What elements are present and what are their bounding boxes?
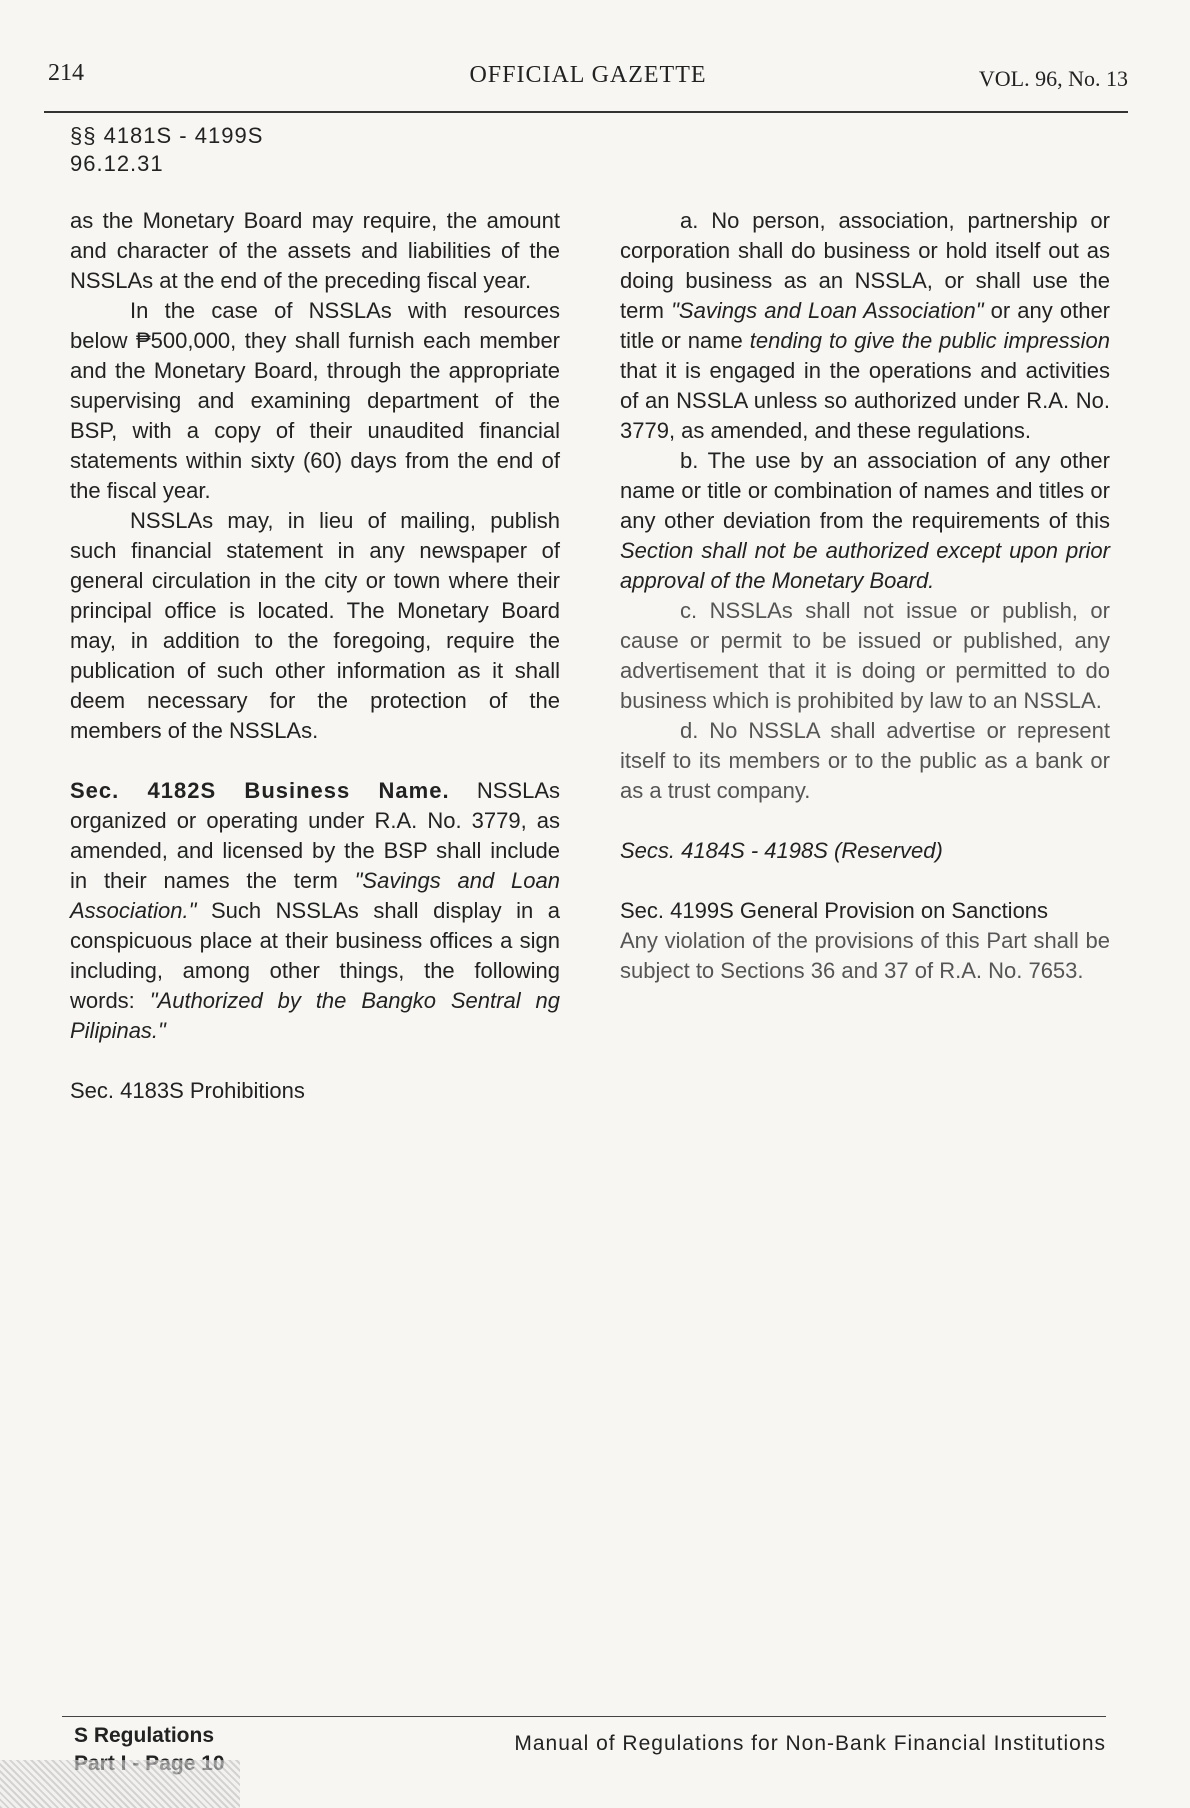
section-4182-term: "Savings and Loan Association." <box>70 868 560 923</box>
item-c-label: c. <box>680 598 698 623</box>
item-b <box>620 446 1110 596</box>
item-a-text3: that it is engaged in the operations and activities of an NSSLA unless so authorized under R.A. No. 3779, as amended, and these regulations. <box>620 358 1110 443</box>
item-b-label: b. <box>680 448 699 473</box>
section-4199-body: Any violation of the provisions of this Part shall be subject to Sections 36 and 37 of R.A. No. 7653. <box>620 928 1110 983</box>
item-a-label: a. <box>680 208 699 233</box>
section-4182-body-a: NSSLAs organized or operating under R.A. No. 3779, as amended, and licensed by the BSP shall include in their names the term <box>70 778 560 893</box>
scan-noise <box>0 1760 240 1808</box>
publication-title: OFFICIAL GAZETTE <box>469 62 707 88</box>
header-rule <box>44 111 1128 113</box>
section-4183-heading: Sec. 4183S Prohibitions <box>70 1078 305 1103</box>
section-4199 <box>620 896 1110 926</box>
item-a-italic: tending to give the public impression <box>749 328 1110 353</box>
page-number: 214 <box>48 60 84 86</box>
item-d-label: d. <box>680 718 699 743</box>
paragraph-publication: NSSLAs may, in lieu of mailing, publish such financial statement in any newspaper of general circulation in the city or town where their principal office is located. The Monetary Board may, in addition to the foregoing, require the publication of such other information as it shall deem necessary for the protection of the members of the NSSLAs. <box>70 508 560 743</box>
section-4182 <box>70 776 560 1046</box>
item-c <box>620 596 1110 716</box>
right-column <box>620 206 1110 986</box>
section-range: §§ 4181S - 4199S <box>70 123 264 148</box>
page-header <box>48 60 1128 100</box>
item-a-term: "Savings and Loan Association" <box>671 298 984 323</box>
left-column <box>70 206 560 1106</box>
paragraph-continuation: as the Monetary Board may require, the amount and character of the assets and liabilities of the NSSLAs at the end of the preceding fiscal year. <box>70 208 560 293</box>
section-date: 96.12.31 <box>70 151 164 176</box>
footer-rule <box>62 1716 1106 1717</box>
footer-manual-title: Manual of Regulations for Non-Bank Financial Institutions <box>514 1732 1106 1755</box>
volume-number: VOL. 96, No. 13 <box>978 66 1128 91</box>
paragraph-small-nsslas: In the case of NSSLAs with resources below ₱500,000, they shall furnish each member and the Monetary Board, through the appropriate supervising and examining department of the BSP, with a copy of their unaudited financial statements within sixty (60) days from the end of the fiscal year. <box>70 298 560 503</box>
reserved-sections: Secs. 4184S - 4198S (Reserved) <box>620 838 943 863</box>
footer-regulations: S Regulations <box>74 1724 215 1747</box>
item-a <box>620 206 1110 446</box>
item-b-italic: Section shall not be authorized except upon prior approval of the Monetary Board. <box>620 538 1110 593</box>
section-4199-heading: Sec. 4199S General Provision on Sanctions <box>620 898 1049 923</box>
item-d <box>620 716 1110 806</box>
item-c-text: NSSLAs shall not issue or publish, or cause or permit to be issued or published, any advertisement that it is doing or permitted to do business which is prohibited by law to an NSSLA. <box>620 598 1110 713</box>
item-d-text: No NSSLA shall advertise or represent itself to its members or to the public as a bank or as a trust company. <box>620 718 1110 803</box>
item-a-text1: No person, association, partnership or corporation shall do business or hold itself out as doing business as an NSSLA, or shall use the term <box>620 208 1110 323</box>
section-meta <box>70 122 263 178</box>
item-b-text1: The use by an association of any other name or title or combination of names and titles or any other deviation from the requirements of this <box>620 448 1110 533</box>
item-a-text2: or any other title or name <box>620 298 1111 353</box>
section-4182-heading: Sec. 4182S Business Name. <box>70 778 450 803</box>
section-4182-body-b: Such NSSLAs shall display in a conspicuous place at their business offices a sign including, among other things, the following words: <box>70 898 560 1013</box>
section-4182-words: "Authorized by the Bangko Sentral ng Pilipinas." <box>70 988 560 1043</box>
